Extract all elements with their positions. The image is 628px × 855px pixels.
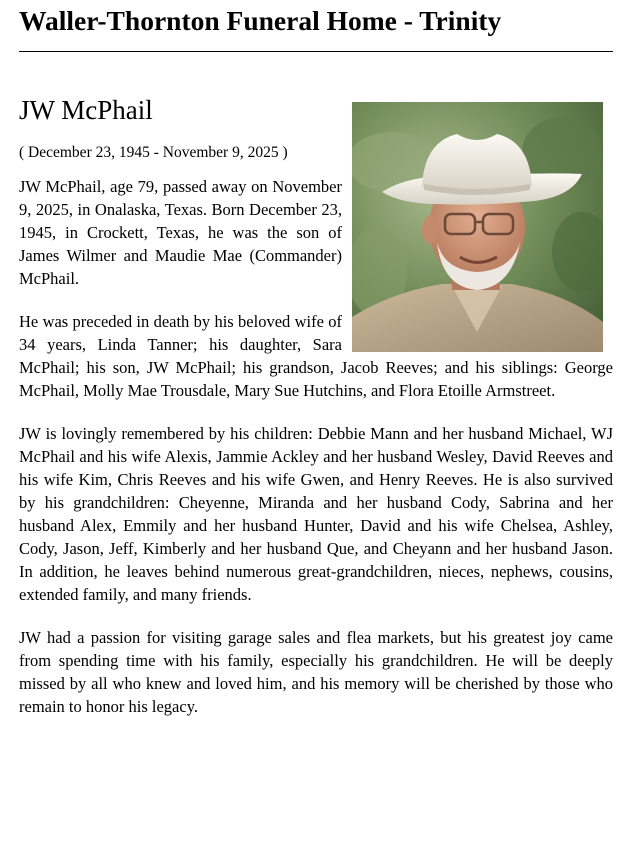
dates-open: (	[19, 144, 29, 161]
birth-date: December 23, 1945	[28, 144, 150, 161]
dates-close: )	[278, 144, 288, 161]
obituary-name: JW McPhail	[19, 95, 153, 125]
site-title: Waller-Thornton Funeral Home - Trinity	[19, 5, 502, 36]
portrait-photo	[352, 102, 603, 352]
header-divider	[19, 51, 613, 52]
date-separator: -	[149, 144, 163, 161]
death-date: November 9, 2025	[162, 144, 279, 161]
obituary-paragraph: He was preceded in death by his beloved wife of 34 years, Linda Tanner; his daughter, Sara McPhail; his son, JW McPhail; his grandson, Jacob Reeves; and his siblings: George McPhail, Molly Mae Trousdale, Mary Sue Hutchins, and Flora Etoille Armstreet.	[19, 312, 613, 400]
obituary-paragraph: JW McPhail, age 79, passed away on November 9, 2025, in Onalaska, Texas. Born December 23, 1945, in Crockett, Texas, he was the son of James Wilmer and Maudie Mae (Commander) McPhail.	[19, 177, 342, 288]
obituary-content	[19, 93, 613, 718]
obituary-paragraph: JW had a passion for visiting garage sales and flea markets, but his greatest joy came from spending time with his family, especially his grandchildren. He will be deeply missed by all who knew and loved him, and his memory will be cherished by those who remain to honor his legacy.	[19, 628, 613, 716]
site-header	[19, 4, 613, 52]
obituary-paragraph: JW is lovingly remembered by his children: Debbie Mann and her husband Michael, WJ McPhail and his wife Alexis, Jammie Ackley and her husband Wesley, David Reeves and his wife Kim, Chris Reeves and his wife Gwen, and Henry Reeves. He is also survived by his grandchildren: Cheyenne, Miranda and her husband Cody, Sabrina and her husband Alex, Emmily and her husband Hunter, David and his wife Chelsea, Ashley, Cody, Jason, Jeff, Kimberly and her husband Que, and Cheyann and her husband Jason. In addition, he leaves behind numerous great-grandchildren, nieces, nephews, cousins, extended family, and many friends.	[19, 424, 613, 604]
